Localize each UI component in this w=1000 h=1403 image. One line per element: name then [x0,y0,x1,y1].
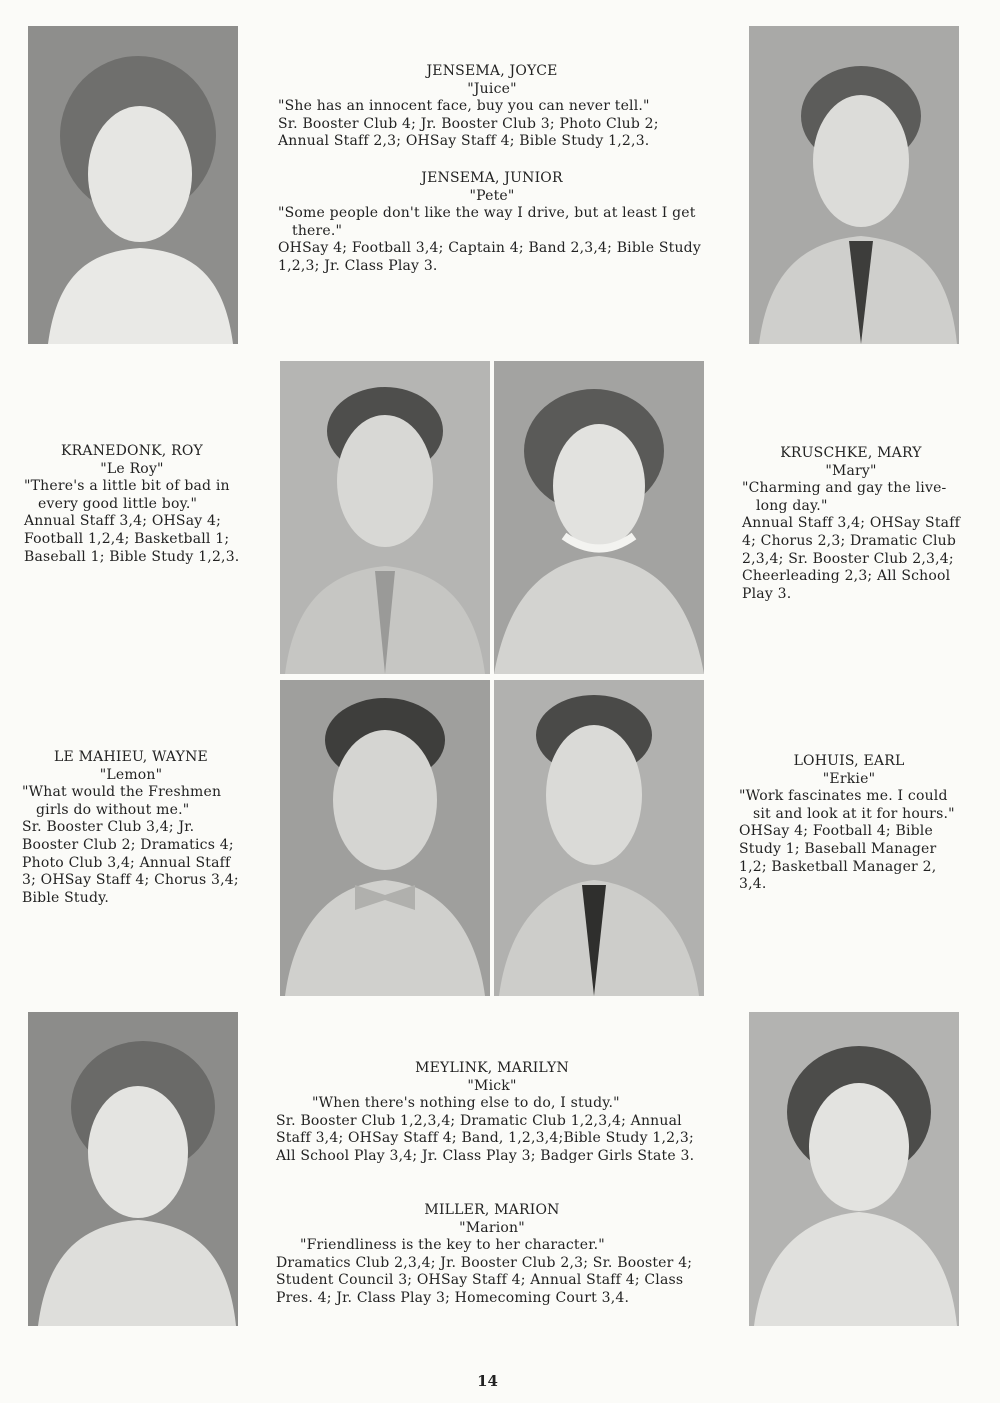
student-name: JENSEMA, JUNIOR [421,170,563,186]
portrait-photo-mary-kruschke [494,361,704,674]
student-activities: OHSay 4; Football 3,4; Captain 4; Band 2,3,4; Bible Study 1,2,3; Jr. Class Play 3. [278,240,701,274]
portrait-photo-wayne-le-mahieu [280,680,490,996]
student-nickname: "Juice" [467,80,517,97]
bio-mary-kruschke [742,445,960,603]
portrait-photo-joyce-jensema [28,26,238,344]
bio-joyce-jensema [278,63,706,151]
bio-junior-jensema [278,170,706,276]
student-quote: "Some people don't like the way I drive, but at least I get there." [278,205,696,239]
student-nickname: "Le Roy" [100,460,164,477]
bio-roy-kranedonk [24,443,240,566]
student-activities: OHSay 4; Football 4; Bible Study 1; Baseball Manager 1,2; Basketball Manager 2, 3,4. [739,823,937,893]
student-activities: Sr. Booster Club 3,4; Jr. Booster Club 2; Dramatics 4; Photo Club 3,4; Annual Staff 3; OHSay Staff 4; Chorus 3,4; Bible Study. [22,819,239,906]
portrait-photo-junior-jensema [749,26,959,344]
student-name: JENSEMA, JOYCE [426,63,558,79]
student-name: MEYLINK, MARILYN [415,1060,569,1076]
student-quote: "Charming and gay the live-long day." [742,480,947,514]
student-nickname: "Erkie" [822,770,876,787]
student-name: KRUSCHKE, MARY [780,445,922,461]
student-nickname: "Mary" [825,462,877,479]
student-quote: "When there's nothing else to do, I study." [312,1095,620,1112]
student-quote: "She has an innocent face, buy you can never tell." [278,98,650,115]
student-quote: "What would the Freshmen girls do without me." [22,784,222,818]
student-activities: Annual Staff 3,4; OHSay Staff 4; Chorus 2,3; Dramatic Club 2,3,4; Sr. Booster Club 2,3,4; Cheerleading 2,3; All School Play 3. [742,515,960,602]
student-nickname: "Mick" [467,1077,517,1094]
portrait-photo-roy-kranedonk [280,361,490,674]
portrait-photo-marion-miller [749,1012,959,1326]
student-quote: "Work fascinates me. I could sit and look at it for hours." [739,788,955,822]
student-quote: "There's a little bit of bad in every good little boy." [24,478,230,512]
student-name: MILLER, MARION [424,1202,560,1218]
bio-marion-miller [276,1202,708,1308]
student-nickname: "Marion" [459,1219,525,1236]
student-name: KRANEDONK, ROY [61,443,203,459]
portrait-photo-marilyn-meylink [28,1012,238,1326]
student-nickname: "Lemon" [99,766,163,783]
bio-marilyn-meylink [276,1060,708,1166]
student-activities: Sr. Booster Club 1,2,3,4; Dramatic Club 1,2,3,4; Annual Staff 3,4; OHSay Staff 4; Band, 1,2,3,4;Bible Study 1,2,3; All School Play 3,4; Jr. Class Play 3; Badger Girls State 3. [276,1112,695,1164]
student-name: LOHUIS, EARL [793,753,905,769]
student-quote: "Friendliness is the key to her character." [300,1237,605,1254]
student-activities: Dramatics Club 2,3,4; Jr. Booster Club 2,3; Sr. Booster 4; Student Council 3; OHSay Staff 4; Annual Staff 4; Class Pres. 4; Jr. Class Play 3; Homecoming Court 3,4. [276,1254,693,1306]
portrait-photo-earl-lohuis [494,680,704,996]
bio-earl-lohuis [739,753,959,894]
student-activities: Sr. Booster Club 4; Jr. Booster Club 3; Photo Club 2; Annual Staff 2,3; OHSay Staff 4; Bible Study 1,2,3. [278,115,659,150]
bio-wayne-le-mahieu [22,749,240,907]
student-nickname: "Pete" [469,187,515,204]
page-number: 14 [477,1372,498,1390]
student-name: LE MAHIEU, WAYNE [54,749,208,765]
student-activities: Annual Staff 3,4; OHSay 4; Football 1,2,4; Basketball 1; Baseball 1; Bible Study 1,2,3. [24,513,240,565]
